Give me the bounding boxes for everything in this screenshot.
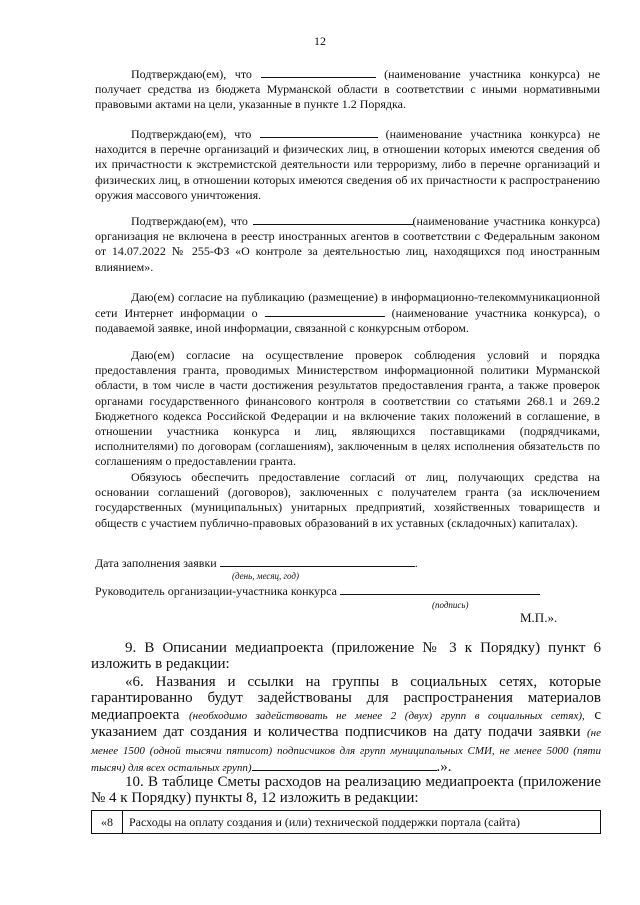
paragraph-not-foreign-agent: Подтверждаю(ем), что (наименование участника конкурса) организация не включена в реестр иностранных агентов в соответствии с Федеральным законом от 14.07.2022 № 255-ФЗ «О контроле за деятельностью лиц, находящихся под иностранным влиянием». bbox=[95, 214, 601, 274]
item-9-quote: «6. Названия и ссылки на группы в социальных сетях, которые гарантированно будут задействованы для распространения материалов медиапроекта (необходимо задействовать не менее 2 (двух) групп в социальных сетях), с указанием дат создания и количества подписчиков на дату подачи заявки (не менее 1500 (одной тысячи пятисот) подписчиков для групп муниципальных СМИ, не менее 5000 (пяти тысяч) для всех остальных групп) .». bbox=[91, 674, 602, 776]
date-line: Дата заполнения заявки . bbox=[95, 556, 418, 570]
row-description: Расходы на оплату создания и (или) технической поддержки портала (сайта) bbox=[129, 814, 521, 829]
date-caption: (день, месяц, год) bbox=[232, 571, 299, 581]
head-line: Руководитель организации-участника конкурса bbox=[95, 583, 600, 599]
blank-field bbox=[253, 213, 413, 225]
row-number: «8 bbox=[92, 811, 123, 833]
blank-field bbox=[260, 126, 378, 138]
paragraph-not-funded: Подтверждаю(ем), что (наименование участника конкурса) не получает средства из бюджета Мурманской области в соответствии с иными нормативными правовыми актами на цели, указанные в пункте 1.2 Порядка. bbox=[95, 67, 601, 112]
estimate-table-row bbox=[91, 810, 601, 834]
item-9: 9. В Описании медиапроекта (приложение № 3 к Порядку) пункт 6 изложить в редакции: bbox=[91, 640, 601, 673]
date-blank bbox=[220, 555, 415, 567]
paragraph-obligation: Обязуюсь обеспечить предоставление согласий от лиц, получающих средства на основании соглашений (договоров), заключенных с получателем гранта (за исключением государственных (муниципальных) унитарных предприятий, хозяйственных товариществ и обществ с участием публично-правовых образований в их уставных (складочных) капиталах). bbox=[95, 470, 600, 530]
blank-field bbox=[261, 66, 376, 78]
item-10: 10. В таблице Сметы расходов на реализацию медиапроекта (приложение № 4 к Порядку) пункты 8, 12 изложить в редакции: bbox=[91, 774, 601, 807]
signature-blank bbox=[340, 583, 540, 595]
paragraph-publication-consent: Даю(ем) согласие на публикацию (размещение) в информационно-телекоммуникационной сети Интернет информации о (наименование участника конкурса), о подаваемой заявке, иной информации, связанной с конкурсным отбором. bbox=[95, 290, 601, 336]
blank-field bbox=[252, 759, 437, 771]
paragraph-inspection-consent: Даю(ем) согласие на осуществление проверок соблюдения условий и порядка предоставления гранта, проводимых Министерством информационной политики Мурманской области, в том числе в части достижения результатов предоставления гранта, а также проверок органами государственного финансового контроля в соответствии со статьями 268.1 и 269.2 Бюджетного кодекса Российской Федерации и на включение таких положений в соглашение, в отношении участника конкурса и лиц, являющихся поставщиками (подрядчиками, исполнителями) по договорам (соглашениям), заключенным в целях исполнения обязательств по соглашениям о предоставлении гранта. bbox=[95, 348, 600, 469]
paragraph-not-in-list: Подтверждаю(ем), что (наименование участника конкурса) не находится в перечне организаций и физических лиц, в отношении которых имеются сведения об их причастности к экстремистской деятельности или терроризму, либо в перечне организаций и физических лиц, в отношении которых имеются сведения об их причастности к распространению оружия массового уничтожения. bbox=[95, 127, 601, 202]
signature-caption: (подпись) bbox=[432, 600, 469, 610]
stamp-place: М.П.». bbox=[520, 610, 558, 625]
page-number: 12 bbox=[314, 34, 326, 48]
blank-field bbox=[265, 305, 385, 317]
